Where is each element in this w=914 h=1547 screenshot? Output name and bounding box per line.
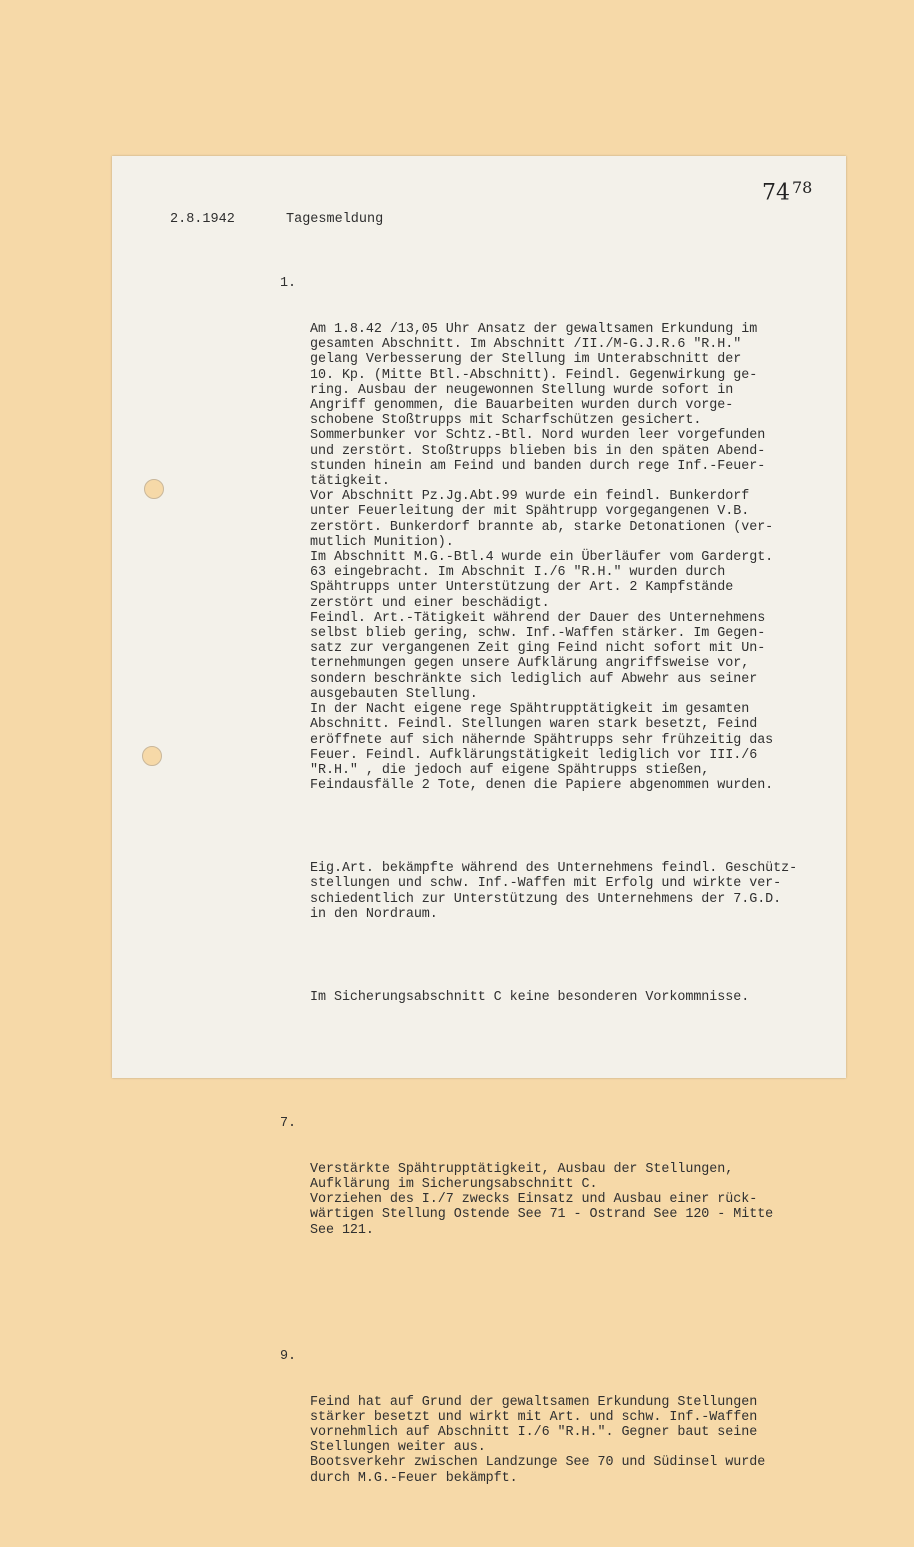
folio-main-number: 74 — [762, 180, 790, 206]
section-paragraph: Feind hat auf Grund der gewaltsamen Erkundung Stellungen stärker besetzt und wirkt mit Art. und schw. Inf.-Waffen vornehmlich auf Abschnitt I./6 "R.H.". Gegner baut seine Stellungen weiter aus. Bootsverkehr zwischen Landzunge See 70 und Südinsel wurde durch M.G.-Feuer bekämpft. — [310, 1394, 766, 1486]
folio-number — [762, 178, 812, 205]
section-paragraph: Im Sicherungsabschnitt C keine besonderen Vorkommnisse. — [310, 989, 750, 1005]
section-number: 1. — [280, 276, 296, 292]
section-paragraph: Am 1.8.42 /13,05 Uhr Ansatz der gewaltsamen Erkundung im gesamten Abschnitt. Im Abschnitt /II./M-G.J.R.6 "R.H." gelang Verbesserung der Stellung im Unterabschnitt der 10. Kp. (Mitte Btl.-Abschnitt). Feindl. Gegenwirkung ge- ring. Ausbau der neugewonnen Stellung wurde sofort in Angriff genommen, die Bauarbeiten wurden durch vorge- schobene Stoßtrupps mit Scharfschützen gesichert. Sommerbunker vor Schtz.-Btl. Nord wurden leer vorgefunden und zerstört. Stoßtrupps blieben bis in den späten Abend- stunden hinein am Feind und banden durch rege Inf.-Feuer- tätigkeit. Vor Abschnitt Pz.Jg.Abt.99 wurde ein feindl. Bunkerdorf unter Feuerleitung der mit Spähtrupp vorgegangenen V.B. zerstört. Bunkerdorf brannte ab, starke Detonationen (ver- mutlich Munition). Im Abschnitt M.G.-Btl.4 wurde ein Überläufer vom Gardergt. 63 eingebracht. Im Abschnit I./6 "R.H." wurden durch Spähtrupps unter Unterstützung der Art. 2 Kampfstände zerstört und einer beschädigt. Feindl. Art.-Tätigkeit während der Dauer des Unternehmens selbst blieb gering, schw. Inf.-Waffen stärker. Im Gegen- satz zur vergangenen Zeit ging Feind nicht sofort mit Un- ternehmungen gegen unsere Aufklärung angriffsweise vor, sondern beschränkte sich lediglich auf Abwehr aus seiner ausgebauten Stellung. In der Nacht eigene rege Spähtrupptätigkeit im gesamten Abschnitt. Feindl. Stellungen waren stark besetzt, Feind eröffnete auf sich nähernde Spähtrupps sehr frühzeitig das Feuer. Feindl. Aufklärungstätigkeit lediglich vor III./6 "R.H." , die jedoch auf eigene Spähtrupps stießen, Feindausfälle 2 Tote, denen die Papiere abgenommen wurden. — [310, 322, 774, 794]
section-number: 9. — [280, 1349, 296, 1365]
report-date: 2.8.1942 — [170, 212, 235, 227]
document-page — [112, 156, 846, 1486]
section-1 — [280, 276, 840, 1035]
punch-hole — [144, 479, 164, 499]
section-paragraph: Verstärkte Spähtrupptätigkeit, Ausbau der Stellungen, Aufklärung im Sicherungsabschnitt C. Vorziehen des I./7 zwecks Einsatz und Ausbau einer rück- wärtigen Stellung Ostende See 71 - Ostrand See 120 - Mitte See 121. — [310, 1161, 774, 1238]
punch-hole — [142, 746, 162, 766]
section-9 — [280, 1349, 840, 1516]
section-paragraph: Eig.Art. bekämpfte während des Unternehmens feindl. Geschütz- stellungen und schw. Inf.-Waffen mit Erfolg und wirkte ver- schiedentlich zur Unterstützung des Unternehmens der 7.G.D. in den Nordraum. — [310, 861, 798, 922]
section-number: 7. — [280, 1116, 296, 1132]
report-title: Tagesmeldung — [286, 212, 384, 227]
section-7 — [280, 1116, 840, 1268]
report-body — [280, 246, 840, 1547]
folio-superscript: 78 — [792, 178, 813, 197]
